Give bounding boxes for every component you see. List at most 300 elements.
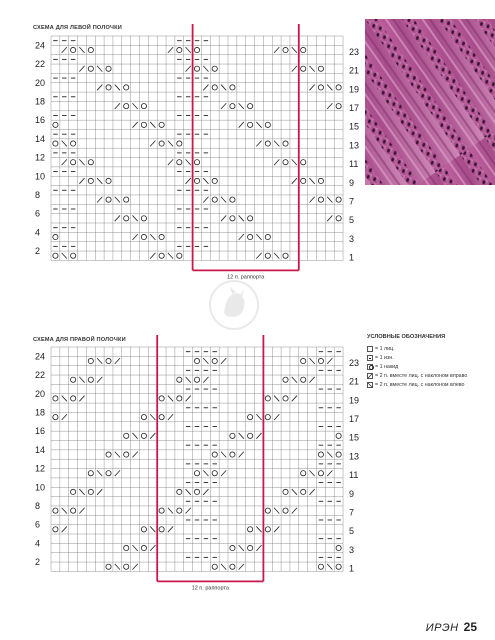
yarnover-mark [265, 415, 270, 420]
legend-label: = 1 лиц. [375, 345, 395, 352]
k2tog-left-mark [186, 47, 191, 53]
k2tog-left-mark [168, 141, 173, 147]
yarnover-mark [177, 253, 182, 258]
yarnover-mark [265, 508, 270, 513]
k2tog-right-mark [115, 215, 120, 221]
legend-item-knit [367, 344, 495, 353]
row-number-left: 20 [35, 77, 46, 88]
row-number-right: 1 [349, 563, 355, 574]
k2tog-right-mark [203, 377, 208, 383]
yarnover-mark [194, 178, 199, 183]
k2tog-right-mark [62, 414, 67, 420]
k2tog-left-mark [256, 122, 261, 128]
k2tog-right-mark [115, 103, 120, 109]
yarnover-mark [336, 85, 341, 90]
yarnover-mark [336, 197, 341, 202]
yarnover-mark [124, 216, 129, 221]
k2tog-right-mark [256, 253, 261, 259]
yarnover-mark [318, 452, 323, 457]
yarnover-mark [53, 253, 58, 258]
magazine-brand: ИРЭН [425, 622, 459, 634]
yarnover-mark [336, 545, 341, 550]
yarnover-mark [194, 160, 199, 165]
k2tog-right-mark [150, 253, 155, 259]
yarnover-mark [88, 489, 93, 494]
yarnover-mark [336, 452, 341, 457]
k2tog-right-mark [168, 414, 173, 420]
yarnover-mark [141, 104, 146, 109]
yarnover-mark [177, 160, 182, 165]
k2tog-right-mark [62, 159, 67, 165]
k2tog-left-mark [115, 197, 120, 203]
row-number-right: 1 [349, 252, 355, 263]
row-number-right: 23 [349, 357, 360, 368]
yarnover-mark [141, 234, 146, 239]
k2tog-left-mark [274, 253, 279, 259]
k2tog-right-mark [203, 489, 208, 495]
yarnover-mark [212, 452, 217, 457]
yarnover-mark [141, 545, 146, 550]
k2tog-right-mark [327, 470, 332, 476]
yarnover-mark [124, 545, 129, 550]
k2tog-right-mark [309, 197, 314, 203]
row-number-left: 12 [35, 152, 46, 163]
repeat-label: 12 п. раппорта [227, 274, 265, 281]
k2tog-left-mark [79, 377, 84, 383]
k2tog-right-mark [203, 85, 208, 91]
k2tog-left-mark [239, 433, 244, 439]
k2tog-right-mark [97, 85, 102, 91]
row-number-right: 3 [349, 233, 355, 244]
yarnover-mark [194, 47, 199, 52]
row-number-right: 21 [349, 376, 360, 387]
k2tog-left-mark [309, 358, 314, 364]
yarnover-mark [159, 396, 164, 401]
yarnover-mark [124, 433, 129, 438]
yarnover-mark [141, 415, 146, 420]
yarnover-mark [71, 160, 76, 165]
chart-right-grid [35, 335, 359, 591]
yarnover-mark [177, 47, 182, 52]
k2tog-right-mark [132, 452, 137, 458]
k2tog-right-mark [186, 396, 191, 402]
k2tog-left-mark [256, 234, 261, 240]
yarnover-mark [159, 122, 164, 127]
k2tog-left-mark [62, 141, 67, 147]
k2tog-right-mark [292, 66, 297, 72]
k2tog-left-mark [79, 159, 84, 165]
k2tog-right-mark [115, 470, 120, 476]
k2tog-right-mark [309, 377, 314, 383]
yarnover-mark [159, 234, 164, 239]
page-footer [426, 620, 477, 634]
k2tog-right-mark [239, 564, 244, 570]
row-number-left: 16 [35, 115, 46, 126]
k2tog-right-mark [132, 564, 137, 570]
k2tog-left-mark [97, 66, 102, 72]
legend-label: = 2 п. вместе лиц. с наклоном влево [375, 381, 465, 388]
k2tog-left-mark [309, 470, 314, 476]
k2tog-right-mark [309, 489, 314, 495]
k2tog-left-mark [97, 358, 102, 364]
k2tog-right-mark [274, 526, 279, 532]
k2tog-right-mark [256, 141, 261, 147]
yarnover-mark [124, 85, 129, 90]
k2tog-left-mark [186, 159, 191, 165]
k2tog-left-mark [292, 377, 297, 383]
yarnover-mark [106, 66, 111, 71]
yarnover-mark [124, 452, 129, 457]
yarnover-mark [212, 66, 217, 71]
k2tog-right-mark [221, 358, 226, 364]
yarnover-mark [265, 141, 270, 146]
k2tog-left-mark [327, 197, 332, 203]
repeat-label: 12 п. раппорта [191, 585, 229, 592]
yarnover-mark [301, 358, 306, 363]
yarnover-mark [230, 85, 235, 90]
k2tog-left-mark [115, 564, 120, 570]
k2tog-left-mark [274, 396, 279, 402]
row-number-left: 4 [35, 227, 41, 238]
k2tog-right-mark [150, 433, 155, 439]
cat-logo-icon [206, 277, 262, 333]
legend-title: УСЛОВНЫЕ ОБОЗНАЧЕНИЯ [367, 334, 446, 340]
row-number-right: 11 [349, 159, 359, 170]
yarnover-mark [248, 527, 253, 532]
k2tog-right-mark [221, 103, 226, 109]
k2tog-left-mark [239, 103, 244, 109]
yarnover-mark [159, 253, 164, 258]
k2tog-left-mark [150, 234, 155, 240]
yarnover-mark [53, 396, 58, 401]
legend-label: = 1 накид [375, 363, 399, 370]
k2tog-right-mark [221, 470, 226, 476]
yarnover-mark [88, 66, 93, 71]
k2tog-right-mark [186, 178, 191, 184]
yarnover-mark [177, 508, 182, 513]
k2tog-left-mark [256, 526, 261, 532]
yarnover-mark [318, 471, 323, 476]
k2tog-left-mark [221, 452, 226, 458]
yarnover-mark [141, 216, 146, 221]
k2tog-left-mark [292, 159, 297, 165]
row-number-right: 19 [349, 84, 360, 95]
yarnover-mark [318, 564, 323, 569]
k2tog-right-mark [97, 197, 102, 203]
k2tog-left-mark [186, 377, 191, 383]
yarnover-mark [159, 415, 164, 420]
yarnover-mark [212, 358, 217, 363]
k2tog-left-mark [62, 396, 67, 402]
k2tog-left-mark [203, 66, 208, 72]
row-number-right: 17 [349, 413, 360, 424]
yarnover-mark [194, 489, 199, 494]
yarnover-mark [71, 141, 76, 146]
k2tog-left-mark [62, 508, 67, 514]
yarnover-mark [230, 564, 235, 569]
k2tog-right-mark [168, 159, 173, 165]
yarnover-mark [71, 253, 76, 258]
row-number-left: 6 [35, 519, 41, 530]
yarnover-mark [336, 564, 341, 569]
yarnover-mark [248, 234, 253, 239]
legend [367, 334, 495, 389]
row-number-left: 14 [35, 444, 46, 455]
yarnover-mark [124, 564, 129, 569]
k2tog-left-mark [203, 470, 208, 476]
yarnover-mark [301, 377, 306, 382]
fabric-photo [365, 19, 495, 185]
k2tog-left-mark [132, 433, 137, 439]
yarnover-mark [301, 66, 306, 71]
k2tog-left-mark [132, 545, 137, 551]
yarnover-mark [318, 197, 323, 202]
yarnover-mark [265, 122, 270, 127]
k2tog-right-mark [150, 545, 155, 551]
yarnover-mark [194, 471, 199, 476]
k2tog-left-mark [292, 489, 297, 495]
k2tog-left-mark [327, 564, 332, 570]
k2tog-left-mark [274, 141, 279, 147]
row-number-left: 22 [35, 370, 46, 381]
legend-label: = 1 изн. [375, 354, 394, 361]
yarnover-mark [106, 197, 111, 202]
k2tog-left-mark [62, 253, 67, 259]
chart-right-title: СХЕМА ДЛЯ ПРАВОЙ ПОЛОЧКИ [33, 337, 126, 343]
yarnover-mark [124, 197, 129, 202]
yarnover-mark [230, 545, 235, 550]
k2tog-right-mark [292, 396, 297, 402]
yarnover-mark [230, 216, 235, 221]
yarnover-mark [336, 104, 341, 109]
row-number-left: 12 [35, 463, 46, 474]
row-number-right: 15 [349, 121, 360, 132]
k2tog-left-mark [79, 489, 84, 495]
yarnover-mark [230, 197, 235, 202]
yarnover-mark [283, 396, 288, 401]
row-number-left: 2 [35, 246, 41, 257]
yarnover-mark [141, 433, 146, 438]
yarnover-mark [177, 141, 182, 146]
k2tog-left-mark [203, 358, 208, 364]
yarnover-mark [88, 377, 93, 382]
k2tog-right-mark [150, 141, 155, 147]
yarnover-mark [53, 527, 58, 532]
yarnover-mark [265, 253, 270, 258]
yarnover-mark [248, 545, 253, 550]
k2tog-right-mark [97, 489, 102, 495]
k2tog-right-mark [203, 197, 208, 203]
k2tog-left-mark [132, 103, 137, 109]
yarnover-mark [194, 66, 199, 71]
yarnover-mark [230, 452, 235, 457]
row-number-left: 20 [35, 388, 46, 399]
empty-cell-icon [367, 346, 373, 352]
row-number-right: 15 [349, 432, 360, 443]
k2tog-right-mark [79, 508, 84, 514]
yarnover-mark [336, 433, 341, 438]
k2tog-left-mark [97, 470, 102, 476]
k2tog-left-mark [132, 215, 137, 221]
k2tog-right-mark [62, 526, 67, 532]
yarnover-mark [265, 234, 270, 239]
k2tog-right-mark [256, 433, 261, 439]
yarnover-mark [177, 489, 182, 494]
k2tog-right-mark [327, 358, 332, 364]
k2tog-left-mark [239, 545, 244, 551]
legend-label: = 2 п. вместе лиц. с наклоном вправо [375, 372, 468, 379]
k2tog-left-mark [239, 215, 244, 221]
k2tog-left-mark [115, 85, 120, 91]
row-number-right: 23 [349, 46, 360, 57]
yarnover-mark [283, 489, 288, 494]
k2tog-left-mark [168, 396, 173, 402]
yarnover-mark [71, 377, 76, 382]
k2tog-right-mark [79, 66, 84, 72]
yarnover-mark [53, 234, 58, 239]
yarnover-mark [212, 178, 217, 183]
k2tog-left-mark [115, 452, 120, 458]
k2tog-right-mark [221, 215, 226, 221]
dash-icon [367, 355, 373, 361]
row-number-right: 11 [349, 470, 359, 481]
yarnover-mark [301, 47, 306, 52]
legend-item-k2tog-left [367, 380, 495, 389]
yarnover-mark [159, 141, 164, 146]
k2tog-left-mark [274, 508, 279, 514]
k2tog-left-mark [309, 178, 314, 184]
k2tog-right-mark [239, 234, 244, 240]
yarnover-mark [88, 160, 93, 165]
k2tog-left-mark [168, 508, 173, 514]
chart-left-grid [35, 24, 359, 280]
k2tog-left-mark [221, 564, 226, 570]
yarnover-mark [71, 489, 76, 494]
yarnover-mark [283, 47, 288, 52]
row-number-left: 2 [35, 557, 41, 568]
row-number-left: 8 [35, 500, 41, 511]
row-number-left: 24 [35, 351, 46, 362]
yarnover-mark [159, 527, 164, 532]
k2tog-right-mark [292, 178, 297, 184]
row-number-right: 3 [349, 544, 355, 555]
k2tog-left-mark [221, 197, 226, 203]
yarnover-mark [88, 178, 93, 183]
yarnover-mark [53, 122, 58, 127]
yarnover-mark [141, 527, 146, 532]
row-number-right: 5 [349, 526, 355, 537]
yarnover-mark [301, 471, 306, 476]
k2tog-left-mark [327, 452, 332, 458]
row-number-left: 4 [35, 538, 41, 549]
yarnover-mark [230, 433, 235, 438]
k2tog-left-mark [203, 178, 208, 184]
row-number-left: 8 [35, 189, 41, 200]
yarnover-mark [212, 471, 217, 476]
yarnover-mark [177, 377, 182, 382]
yarnover-mark [177, 396, 182, 401]
k2tog-right-mark [256, 545, 261, 551]
yarnover-mark [265, 396, 270, 401]
k2tog-right-mark [239, 452, 244, 458]
yarnover-mark [88, 47, 93, 52]
yarnover-mark [106, 452, 111, 457]
yarnover-mark [124, 104, 129, 109]
row-number-right: 17 [349, 102, 360, 113]
k2tog-right-mark [274, 414, 279, 420]
legend-item-yarnover [367, 362, 495, 371]
yarnover-mark [71, 396, 76, 401]
k2tog-right-mark [115, 358, 120, 364]
yarnover-mark [301, 160, 306, 165]
row-number-right: 5 [349, 215, 355, 226]
row-number-left: 22 [35, 59, 46, 70]
yarnover-mark [248, 433, 253, 438]
page-number: 25 [463, 620, 477, 634]
yarnover-mark [336, 216, 341, 221]
yarnover-mark [212, 197, 217, 202]
k2tog-right-mark [327, 103, 332, 109]
row-number-left: 6 [35, 208, 41, 219]
legend-item-purl [367, 353, 495, 362]
yarnover-mark [318, 358, 323, 363]
slash-right-icon [367, 373, 373, 379]
yarnover-mark [283, 508, 288, 513]
yarnover-mark [141, 122, 146, 127]
row-number-left: 18 [35, 407, 46, 418]
k2tog-right-mark [62, 47, 67, 53]
row-number-left: 16 [35, 426, 46, 437]
k2tog-left-mark [150, 122, 155, 128]
k2tog-right-mark [309, 85, 314, 91]
yarnover-mark [212, 85, 217, 90]
k2tog-left-mark [150, 526, 155, 532]
row-number-right: 21 [349, 65, 360, 76]
yarnover-mark [106, 358, 111, 363]
k2tog-left-mark [309, 66, 314, 72]
k2tog-left-mark [221, 85, 226, 91]
row-number-left: 10 [35, 171, 46, 182]
yarnover-mark [248, 216, 253, 221]
yarnover-mark [88, 358, 93, 363]
row-number-right: 9 [349, 177, 355, 188]
legend-list [367, 344, 495, 389]
yarnover-mark [318, 178, 323, 183]
yarnover-mark [53, 508, 58, 513]
yarnover-mark [283, 141, 288, 146]
k2tog-left-mark [168, 253, 173, 259]
k2tog-left-mark [186, 489, 191, 495]
k2tog-right-mark [132, 122, 137, 128]
k2tog-right-mark [186, 66, 191, 72]
yarnover-mark [318, 85, 323, 90]
yarnover-mark [318, 66, 323, 71]
k2tog-right-mark [97, 377, 102, 383]
slash-left-icon [367, 382, 373, 388]
yarnover-mark [53, 415, 58, 420]
k2tog-right-mark [274, 47, 279, 53]
row-number-left: 18 [35, 96, 46, 107]
yarnover-mark [230, 104, 235, 109]
k2tog-left-mark [292, 47, 297, 53]
k2tog-right-mark [292, 508, 297, 514]
k2tog-left-mark [256, 414, 261, 420]
yarnover-mark [248, 104, 253, 109]
row-number-right: 9 [349, 488, 355, 499]
yarnover-mark [194, 377, 199, 382]
yarnover-mark [106, 471, 111, 476]
yarnover-mark [88, 471, 93, 476]
